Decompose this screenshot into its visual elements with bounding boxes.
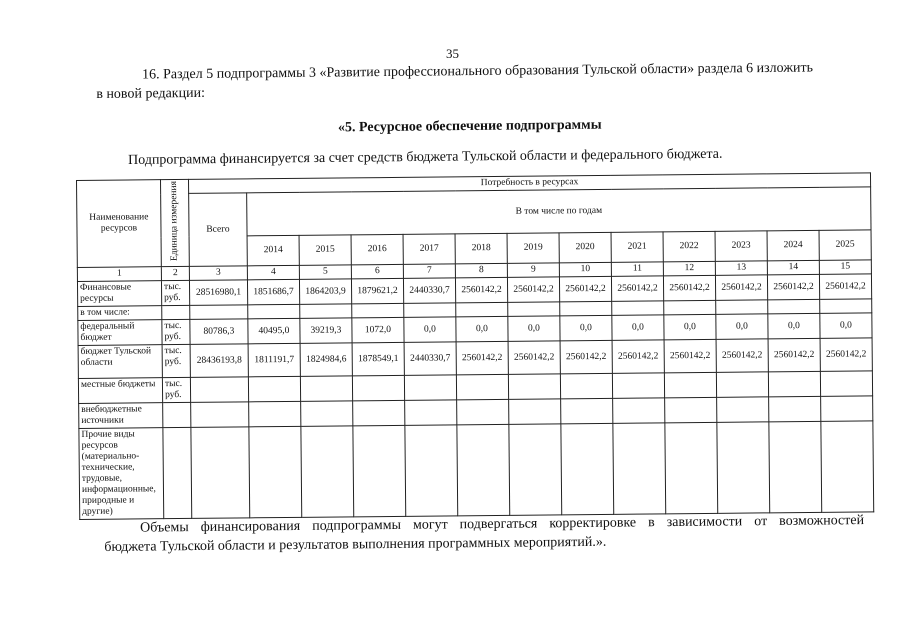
row-name: местные бюджеты: [78, 378, 162, 404]
column-number: 3: [189, 266, 247, 281]
closing-paragraph: [104, 511, 864, 557]
row-year-value: 2560142,2: [612, 340, 664, 373]
row-total: [191, 402, 249, 428]
row-year-value: 2560142,2: [716, 339, 768, 372]
row-year-value: [561, 398, 613, 423]
column-number: 14: [767, 260, 819, 274]
row-year-value: 0,0: [612, 315, 664, 340]
header-needs: Потребность в ресурсах: [188, 173, 870, 194]
column-number: 4: [247, 265, 299, 279]
row-total: [190, 377, 248, 403]
row-total: 80786,3: [190, 319, 248, 345]
row-year-value: 2560142,2: [715, 275, 767, 300]
row-year-value: [301, 426, 354, 517]
header-year: 2021: [611, 232, 663, 262]
row-year-value: [508, 302, 560, 316]
row-year-value: 1811191,7: [248, 343, 300, 376]
row-year-value: 2560142,2: [507, 277, 559, 302]
header-year: 2016: [351, 234, 403, 264]
row-total: 28436193,8: [190, 344, 248, 378]
row-year-value: [664, 372, 716, 397]
row-year-value: [820, 299, 872, 313]
row-year-value: [613, 423, 666, 514]
row-year-value: [353, 400, 405, 425]
row-year-value: [248, 304, 300, 318]
row-year-value: 2560142,2: [508, 341, 560, 374]
column-number: 2: [161, 266, 189, 280]
row-year-value: [716, 372, 768, 397]
row-unit: тыс. руб.: [162, 319, 190, 344]
row-year-value: 39219,3: [300, 318, 352, 343]
row-unit: тыс. руб.: [161, 280, 189, 305]
row-year-value: [508, 374, 560, 399]
row-year-value: [665, 422, 718, 513]
row-year-value: [717, 422, 770, 513]
row-year-value: [300, 376, 352, 401]
row-year-value: 2440330,7: [404, 342, 456, 375]
row-year-value: [821, 421, 874, 512]
header-by-years: В том числе по годам: [247, 187, 871, 236]
closing-line-1: Объемы финансирования подпрограммы могут подвергаться корректировке в зависимости от возможностей: [140, 513, 865, 536]
header-year: 2020: [559, 232, 611, 262]
row-year-value: 2560142,2: [559, 276, 611, 301]
row-year-value: 0,0: [716, 314, 768, 339]
row-year-value: [560, 301, 612, 315]
row-unit: тыс. руб.: [162, 377, 190, 402]
section-title: «5. Ресурсное обеспечение подпрограммы: [337, 117, 602, 136]
header-year: 2025: [819, 230, 871, 260]
header-year: 2023: [715, 231, 767, 261]
row-year-value: [456, 302, 508, 316]
header-unit: Единица измерения: [161, 179, 190, 266]
row-year-value: [717, 397, 769, 422]
row-year-value: [509, 424, 562, 515]
row-year-value: [405, 425, 458, 516]
row-year-value: 2560142,2: [768, 338, 820, 371]
row-year-value: 1864203,9: [299, 279, 351, 304]
row-year-value: 1879621,2: [351, 278, 403, 303]
header-year: 2014: [247, 235, 299, 265]
row-unit: [162, 305, 190, 319]
row-name: внебюджетные источники: [79, 403, 163, 429]
row-year-value: 1824984,6: [300, 343, 352, 376]
row-year-value: 40495,0: [248, 318, 300, 343]
financing-text: Подпрограмма финансируется за счет средств бюджета Тульской области и федерального бюджета.: [128, 146, 723, 168]
row-year-value: [405, 400, 457, 425]
row-year-value: [821, 396, 873, 421]
row-year-value: [560, 373, 612, 398]
row-year-value: [820, 371, 872, 396]
row-name: бюджет Тульской области: [78, 345, 162, 379]
column-number: 7: [403, 264, 455, 278]
row-year-value: 2560142,2: [664, 339, 716, 372]
row-year-value: 0,0: [820, 313, 872, 338]
column-number: 6: [351, 264, 403, 278]
row-year-value: 1878549,1: [352, 342, 404, 375]
closing-line-2: бюджета Тульской области и результатов выполнения программных мероприятий.».: [104, 534, 607, 555]
row-year-value: 0,0: [456, 316, 508, 341]
row-year-value: 2560142,2: [819, 274, 871, 299]
header-year: 2017: [403, 234, 455, 264]
row-year-value: 2560142,2: [560, 340, 612, 373]
row-year-value: [769, 396, 821, 421]
row-year-value: [352, 303, 404, 317]
row-year-value: [352, 375, 404, 400]
row-year-value: [716, 300, 768, 314]
header-year: 2019: [507, 233, 559, 263]
row-year-value: 2560142,2: [663, 275, 715, 300]
column-number: 10: [559, 262, 611, 276]
row-year-value: [457, 399, 509, 424]
row-name: в том числе:: [78, 306, 162, 321]
row-year-value: 0,0: [508, 316, 560, 341]
column-number: 15: [819, 260, 871, 274]
row-year-value: [301, 401, 353, 426]
row-unit: [163, 402, 191, 427]
row-year-value: [612, 301, 664, 315]
column-number: 8: [455, 263, 507, 277]
row-year-value: 0,0: [404, 317, 456, 342]
row-year-value: [612, 373, 664, 398]
header-total: Всего: [189, 193, 248, 267]
header-year: 2022: [663, 231, 715, 261]
row-name: Финансовые ресурсы: [77, 281, 161, 307]
row-year-value: [456, 374, 508, 399]
row-year-value: [561, 423, 614, 514]
row-year-value: 2440330,7: [403, 278, 455, 303]
row-year-value: [665, 397, 717, 422]
table-row: [79, 421, 874, 520]
row-name: федеральный бюджет: [78, 320, 162, 346]
row-year-value: [664, 300, 716, 314]
row-year-value: [248, 376, 300, 401]
row-year-value: [249, 426, 302, 517]
row-name: Прочие виды ресурсов (материально-технические, трудовые, информационные, природные и другие): [79, 428, 164, 520]
row-year-value: 1072,0: [352, 317, 404, 342]
row-year-value: 1851686,7: [247, 279, 299, 304]
row-year-value: 2560142,2: [767, 274, 819, 299]
row-year-value: 0,0: [664, 314, 716, 339]
resource-table-wrapper: [76, 172, 874, 520]
row-year-value: 0,0: [768, 313, 820, 338]
intro-paragraph: [96, 58, 866, 104]
row-year-value: [613, 398, 665, 423]
column-number: 11: [611, 262, 663, 276]
row-year-value: [769, 421, 822, 512]
column-number: 5: [299, 265, 351, 279]
page-number: 35: [446, 46, 459, 61]
row-year-value: [768, 371, 820, 396]
resource-table: [76, 172, 874, 520]
column-number: 1: [77, 267, 161, 282]
row-total: [191, 427, 250, 519]
header-year: 2015: [299, 235, 351, 265]
row-year-value: 0,0: [560, 315, 612, 340]
row-year-value: 2560142,2: [456, 341, 508, 374]
row-total: 28516980,1: [189, 280, 247, 306]
row-year-value: 2560142,2: [820, 338, 872, 371]
header-resource-name: Наименование ресурсов: [77, 180, 162, 268]
header-year: 2018: [455, 233, 507, 263]
row-year-value: 2560142,2: [611, 276, 663, 301]
row-year-value: [404, 303, 456, 317]
row-year-value: [300, 304, 352, 318]
intro-line-1: 16. Раздел 5 подпрограммы 3 «Развитие профессионального образования Тульской области» раздела 6 изложить: [142, 60, 814, 83]
row-year-value: 2560142,2: [455, 277, 507, 302]
row-total: [190, 305, 248, 320]
row-year-value: [509, 399, 561, 424]
row-year-value: [404, 375, 456, 400]
row-unit: [163, 427, 192, 518]
column-number: 9: [507, 263, 559, 277]
column-number: 12: [663, 261, 715, 275]
row-year-value: [768, 299, 820, 313]
header-year: 2024: [767, 230, 819, 260]
row-year-value: [249, 401, 301, 426]
row-year-value: [457, 424, 510, 515]
row-year-value: [353, 425, 406, 516]
intro-line-2: в новой редакции:: [96, 85, 206, 102]
column-number: 13: [715, 261, 767, 275]
row-unit: тыс. руб.: [162, 344, 190, 377]
